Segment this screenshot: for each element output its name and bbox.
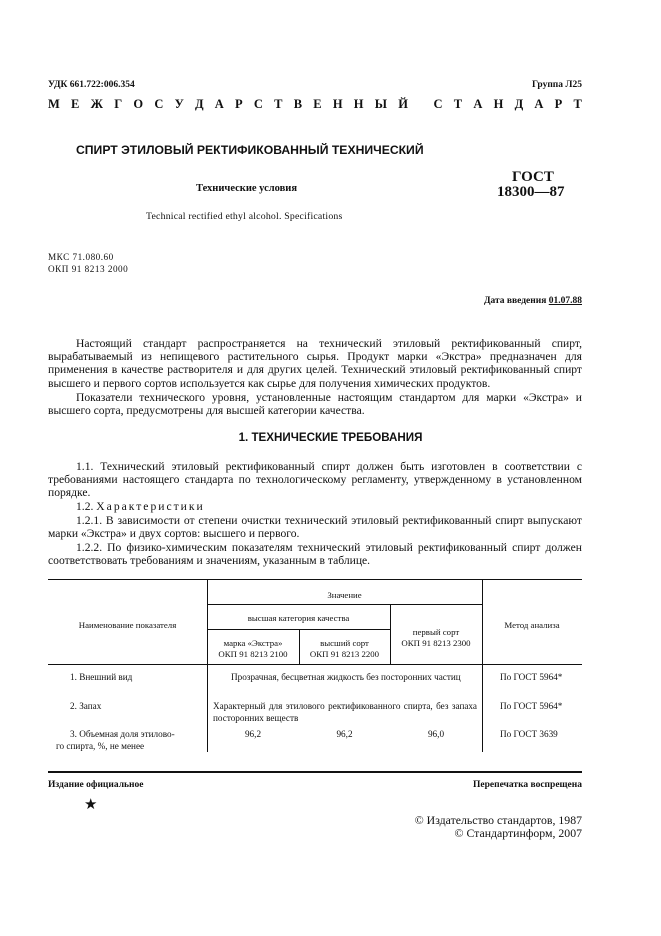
heading-letter: Р — [235, 97, 243, 111]
heading-letter: А — [534, 97, 544, 111]
header-highest-category: высшая категория качества — [247, 613, 350, 623]
paragraph-1-2 — [48, 500, 582, 513]
table-header-bottom-border — [48, 664, 582, 665]
header-extra-okp: ОКП 91 8213 2100 — [218, 649, 288, 659]
row1-method: По ГОСТ 5964* — [500, 672, 563, 682]
table-top-border — [48, 579, 582, 580]
row2-name: 2. Запах — [70, 701, 102, 711]
heading-letter: Р — [554, 97, 563, 111]
heading-letter: С — [433, 97, 443, 111]
heading-letter: Т — [573, 97, 582, 111]
heading-letter: В — [293, 97, 303, 111]
mks-code: МКС 71.080.60 — [48, 252, 114, 262]
paragraph-1-2-2: 1.2.2. По физико-химическим показателям технический этиловый ректификованный спирт должен соответствовать требованиям и значениям, указанным в таблице. — [48, 541, 582, 568]
header-method: Метод анализа — [504, 620, 560, 630]
section-heading-1: 1. ТЕХНИЧЕСКИЕ ТРЕБОВАНИЯ — [238, 431, 423, 444]
heading-letter: Е — [71, 97, 80, 111]
header-first-grade-label: первый сорт — [412, 627, 460, 637]
row1-name: 1. Внешний вид — [70, 672, 133, 682]
okp-code: ОКП 91 8213 2000 — [48, 264, 129, 274]
row3-name-line2: го спирта, %, не менее — [56, 741, 145, 751]
heading-letter: Н — [353, 97, 364, 111]
english-title: Technical rectified ethyl alcohol. Specifications — [146, 211, 343, 222]
copyright-standartinform: © Стандартинформ, 2007 — [454, 826, 582, 840]
heading-letter: Н — [332, 97, 343, 111]
paragraph-1-2-number: 1.2. — [76, 500, 94, 513]
paragraph-scope: Настоящий стандарт распространяется на технический этиловый ректификованный спирт, вырабатываемый из непищевого растительного сырья. Продукт марки «Экстра» предназначен для применения в качестве растворителя и для других целей. Технический этиловый ректификованный спирт высшего и первого сортов используется как сырье для получения химических продуктов. — [48, 337, 582, 390]
table-value-divider — [207, 604, 482, 605]
reprint-prohibited: Перепечатка воспрещена — [472, 780, 582, 790]
group-code: Группа Л25 — [531, 80, 582, 90]
row1-merged-value: Прозрачная, бесцветная жидкость без посторонних частиц — [231, 672, 461, 682]
header-top-grade-okp: ОКП 91 8213 2200 — [309, 649, 380, 659]
intro-date-label: Дата введения — [483, 296, 547, 306]
paragraph-1-2-1: 1.2.1. В зависимости от степени очистки технический этиловый ректификованный спирт выпускают марки «Экстра» и двух сортов: высшего и первого. — [48, 514, 582, 541]
official-edition: Издание официальное — [48, 780, 144, 790]
header-first-grade-okp: ОКП 91 8213 2300 — [401, 638, 471, 648]
heading-letter: Й — [398, 97, 408, 111]
paragraph-quality: Показатели технического уровня, установленные настоящим стандартом для марки «Экстра» и высшего сорта, предусмотрены для высшей категории качества. — [48, 391, 582, 418]
udk-code: УДК 661.722:006.354 — [48, 80, 135, 90]
header-extra — [207, 638, 299, 660]
row3-top-value: 96,2 — [336, 729, 353, 739]
header-top-grade — [299, 638, 390, 660]
row2-merged-value: Характерный для этилового ректификованного спирта, без запаха посторонних веществ — [213, 701, 477, 723]
heading-letter: С — [154, 97, 164, 111]
heading-letter: Ы — [374, 97, 388, 111]
heading-letter: Г — [114, 97, 123, 111]
interstate-standard-heading — [48, 97, 582, 112]
heading-letter: Н — [493, 97, 504, 111]
table-body-vline-4 — [482, 665, 483, 752]
heading-letter: О — [133, 97, 144, 111]
heading-letter: У — [174, 97, 184, 111]
heading-letter: Е — [313, 97, 322, 111]
header-first-grade — [390, 627, 482, 649]
document-title: СПИРТ ЭТИЛОВЫЙ РЕКТИФИКОВАННЫЙ ТЕХНИЧЕСКИЙ — [76, 143, 424, 157]
row3-method: По ГОСТ 3639 — [500, 729, 558, 739]
heading-letter — [419, 97, 422, 112]
star-icon: ★ — [84, 797, 98, 813]
heading-letter: С — [253, 97, 263, 111]
heading-letter: Д — [514, 97, 524, 111]
intro-date — [484, 296, 582, 306]
gost-number: 18300—87 — [497, 184, 565, 200]
header-top-grade-label: высший сорт — [320, 638, 369, 648]
row3-first-value: 96,0 — [427, 729, 445, 739]
paragraph-1-1: 1.1. Технический этиловый ректификованный спирт должен быть изготовлен в соответствии с требованиями настоящего стандарта по технологическому регламенту, утвержденному в установленном порядке. — [48, 460, 582, 500]
heading-letter: М — [48, 97, 60, 111]
header-extra-label: марка «Экстра» — [223, 638, 283, 648]
header-indicator-name: Наименование показателя — [78, 620, 177, 630]
heading-letter: Т — [274, 97, 283, 111]
header-value: Значение — [327, 590, 362, 600]
intro-date-value: 01.07.88 — [548, 296, 582, 306]
heading-letter: А — [473, 97, 483, 111]
copyright-publisher: © Издательство стандартов, 1987 — [414, 813, 582, 827]
heading-letter: Т — [453, 97, 463, 111]
row2-method: По ГОСТ 5964* — [500, 701, 563, 711]
gost-label: ГОСТ — [512, 169, 554, 185]
row3-name-line1: 3. Объемная доля этилово- — [70, 729, 175, 739]
document-subtitle: Технические условия — [196, 183, 298, 194]
footer-divider — [48, 771, 582, 773]
heading-letter: Ж — [90, 97, 103, 111]
paragraph-1-2-text: Характеристики — [96, 500, 205, 513]
row3-extra-value: 96,2 — [244, 729, 262, 739]
heading-letter: А — [214, 97, 224, 111]
heading-letter: Д — [194, 97, 204, 111]
